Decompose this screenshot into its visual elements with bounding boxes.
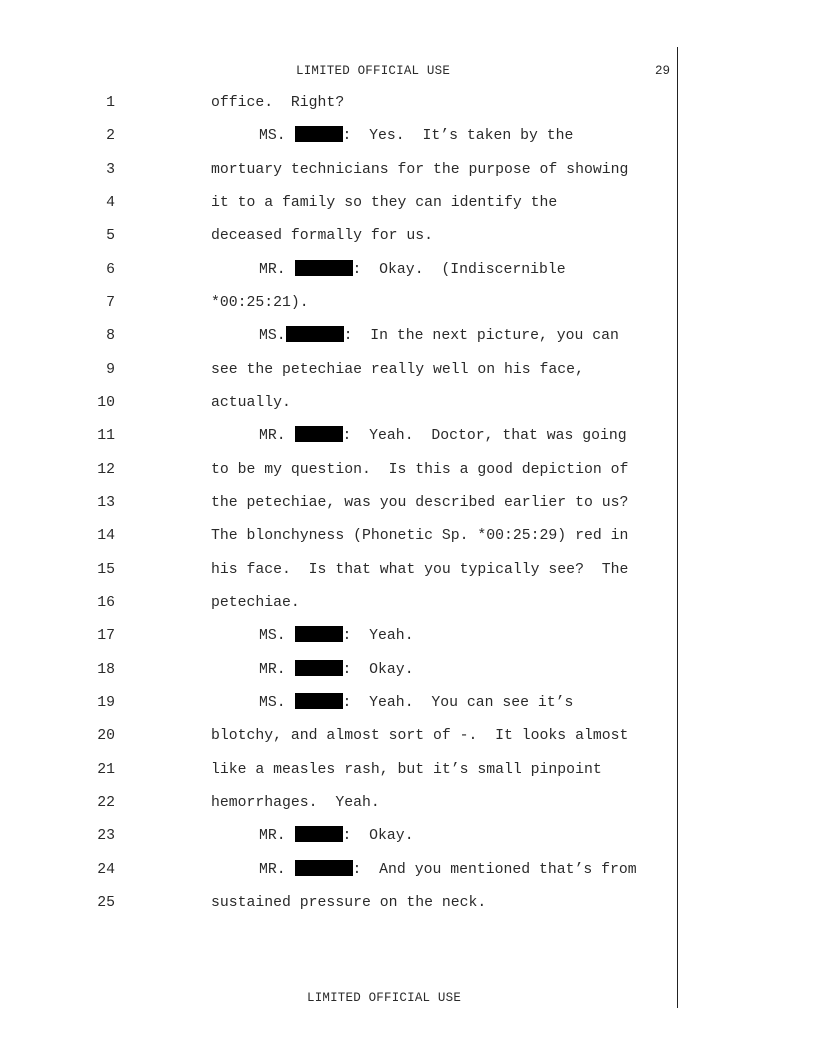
line-number: 17: [97, 628, 115, 644]
line-number: 22: [97, 795, 115, 811]
speaker-statement: : Yes. It’s taken by the: [342, 128, 574, 144]
redaction-bar: [295, 693, 343, 709]
line-number: 13: [97, 495, 115, 511]
line-text: *00:25:21).: [211, 295, 309, 311]
line-number: 8: [106, 328, 115, 344]
line-number: 16: [97, 595, 115, 611]
line-number: 9: [106, 362, 115, 378]
page-header: LIMITED OFFICIAL USE: [296, 64, 451, 78]
redaction-bar: [295, 626, 343, 642]
line-number: 15: [97, 562, 115, 578]
speaker-line: [259, 626, 414, 646]
redaction-bar: [295, 826, 343, 842]
line-text: hemorrhages. Yeah.: [211, 795, 380, 811]
line-text: petechiae.: [211, 595, 300, 611]
line-text: like a measles rash, but it’s small pinpoint: [211, 762, 602, 778]
page-footer: LIMITED OFFICIAL USE: [307, 991, 462, 1005]
line-text: actually.: [211, 395, 291, 411]
line-number: 14: [97, 528, 115, 544]
line-number: 18: [97, 662, 115, 678]
line-number: 12: [97, 462, 115, 478]
speaker-title: MS.: [259, 628, 286, 644]
line-number: 4: [106, 195, 115, 211]
line-text: see the petechiae really well on his face,: [211, 362, 584, 378]
line-number: 23: [97, 828, 115, 844]
speaker-statement: : Okay.: [342, 828, 414, 844]
redaction-bar: [295, 426, 343, 442]
speaker-statement: : Yeah. You can see it’s: [342, 695, 574, 711]
line-text: office. Right?: [211, 95, 345, 111]
line-text: the petechiae, was you described earlier to us?: [211, 495, 629, 511]
line-number: 10: [97, 395, 115, 411]
speaker-statement: : Okay. (Indiscernible: [352, 262, 566, 278]
speaker-title: MR.: [259, 828, 286, 844]
speaker-title: MS.: [259, 695, 286, 711]
speaker-title: MR.: [259, 262, 286, 278]
speaker-line: [259, 426, 627, 446]
speaker-line: [259, 860, 637, 880]
speaker-statement: : And you mentioned that’s from: [352, 862, 637, 878]
line-number: 11: [97, 428, 115, 444]
speaker-title: MR.: [259, 662, 286, 678]
line-text: The blonchyness (Phonetic Sp. *00:25:29) red in: [211, 528, 629, 544]
redaction-bar: [295, 260, 353, 276]
redaction-bar: [286, 326, 344, 342]
line-number: 19: [97, 695, 115, 711]
speaker-line: [259, 260, 566, 280]
redaction-bar: [295, 126, 343, 142]
line-number: 24: [97, 862, 115, 878]
speaker-line: [259, 326, 619, 346]
line-number: 5: [106, 228, 115, 244]
speaker-line: [259, 826, 414, 846]
line-number: 7: [106, 295, 115, 311]
right-margin-rule: [677, 47, 678, 1008]
speaker-line: [259, 693, 573, 713]
line-text: mortuary technicians for the purpose of showing: [211, 162, 629, 178]
line-text: blotchy, and almost sort of -. It looks almost: [211, 728, 629, 744]
line-number: 25: [97, 895, 115, 911]
speaker-title: MR.: [259, 428, 286, 444]
page-number: 29: [655, 64, 671, 78]
redaction-bar: [295, 660, 343, 676]
speaker-statement: : Okay.: [342, 662, 414, 678]
speaker-statement: : Yeah. Doctor, that was going: [342, 428, 627, 444]
line-number: 20: [97, 728, 115, 744]
speaker-title: MS.: [259, 328, 286, 344]
line-text: deceased formally for us.: [211, 228, 433, 244]
speaker-line: [259, 660, 414, 680]
line-number: 6: [106, 262, 115, 278]
speaker-statement: : Yeah.: [342, 628, 414, 644]
speaker-line: [259, 126, 573, 146]
line-number: 3: [106, 162, 115, 178]
line-text: it to a family so they can identify the: [211, 195, 558, 211]
line-text: to be my question. Is this a good depiction of: [211, 462, 629, 478]
line-text: his face. Is that what you typically see? The: [211, 562, 629, 578]
redaction-bar: [295, 860, 353, 876]
line-number: 1: [106, 95, 115, 111]
speaker-title: MR.: [259, 862, 286, 878]
line-number: 2: [106, 128, 115, 144]
speaker-statement: : In the next picture, you can: [343, 328, 619, 344]
speaker-title: MS.: [259, 128, 286, 144]
line-text: sustained pressure on the neck.: [211, 895, 487, 911]
line-number: 21: [97, 762, 115, 778]
